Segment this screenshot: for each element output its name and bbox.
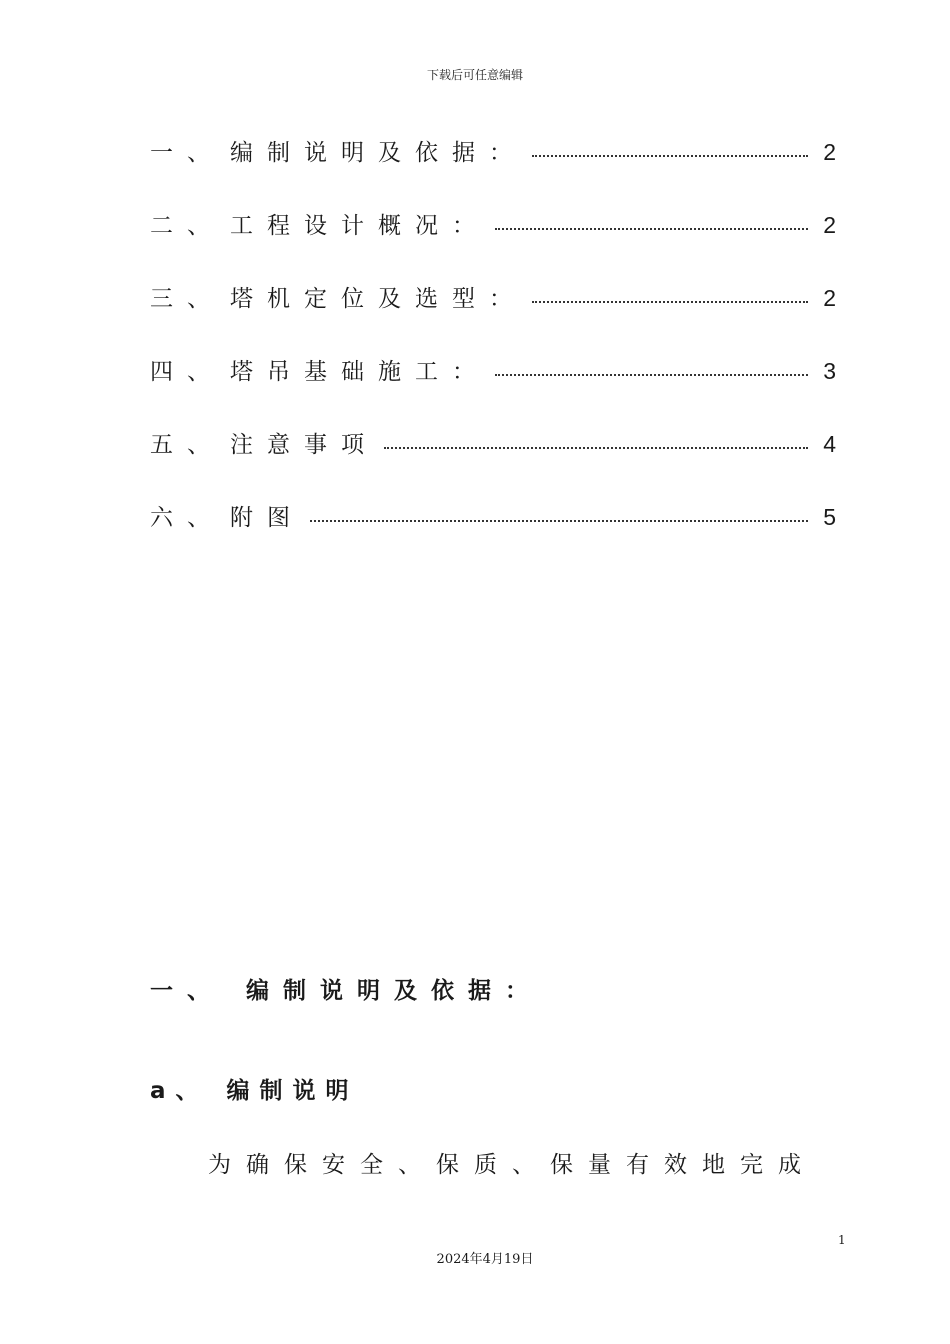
toc-dot-leader [495,374,808,376]
toc-entry-page: 5 [823,504,836,530]
toc-dot-leader [310,520,808,522]
toc-entry-number: 一、 [150,140,224,166]
toc-entry[interactable] [150,353,836,426]
toc-entry-number: 四、 [150,359,224,385]
toc-dot-leader [532,155,808,157]
toc-entry-page: 4 [823,431,836,457]
toc-entry-title: 编制说明及依据： [230,140,526,166]
toc-entry-number: 五、 [150,432,224,458]
toc-entry-page: 2 [823,212,836,238]
toc-dot-leader [532,301,808,303]
toc-entry[interactable] [150,207,836,280]
sub-heading: a、 编制说明 [150,1078,359,1104]
toc-entry[interactable] [150,426,836,499]
toc-entry-page: 2 [823,139,836,165]
toc-entry-number: 六、 [150,505,224,531]
section-heading: 一、 编制说明及依据： [150,978,543,1004]
page-footer-date: 2024年4月19日 [436,1252,534,1267]
toc-entry[interactable] [150,499,836,572]
toc-entry-page: 2 [823,285,836,311]
toc-entry-page: 3 [823,358,836,384]
body-paragraph: 为确保安全、保质、保量有效地完成 [208,1152,816,1178]
toc-entry-title: 塔吊基础施工： [230,359,489,385]
page-number: 1 [838,1233,846,1247]
toc-entry-title: 工程设计概况： [230,213,489,239]
toc-entry-title: 注意事项 [230,432,378,458]
page-header: 下载后可任意编辑 [426,68,523,82]
toc-entry[interactable] [150,134,836,207]
toc-entry-number: 三、 [150,286,224,312]
toc-dot-leader [384,447,808,449]
toc-dot-leader [495,228,808,230]
table-of-contents [150,134,836,572]
toc-entry-title: 塔机定位及选型： [230,286,526,312]
toc-entry-number: 二、 [150,213,224,239]
toc-entry[interactable] [150,280,836,353]
toc-entry-title: 附图 [230,505,304,531]
